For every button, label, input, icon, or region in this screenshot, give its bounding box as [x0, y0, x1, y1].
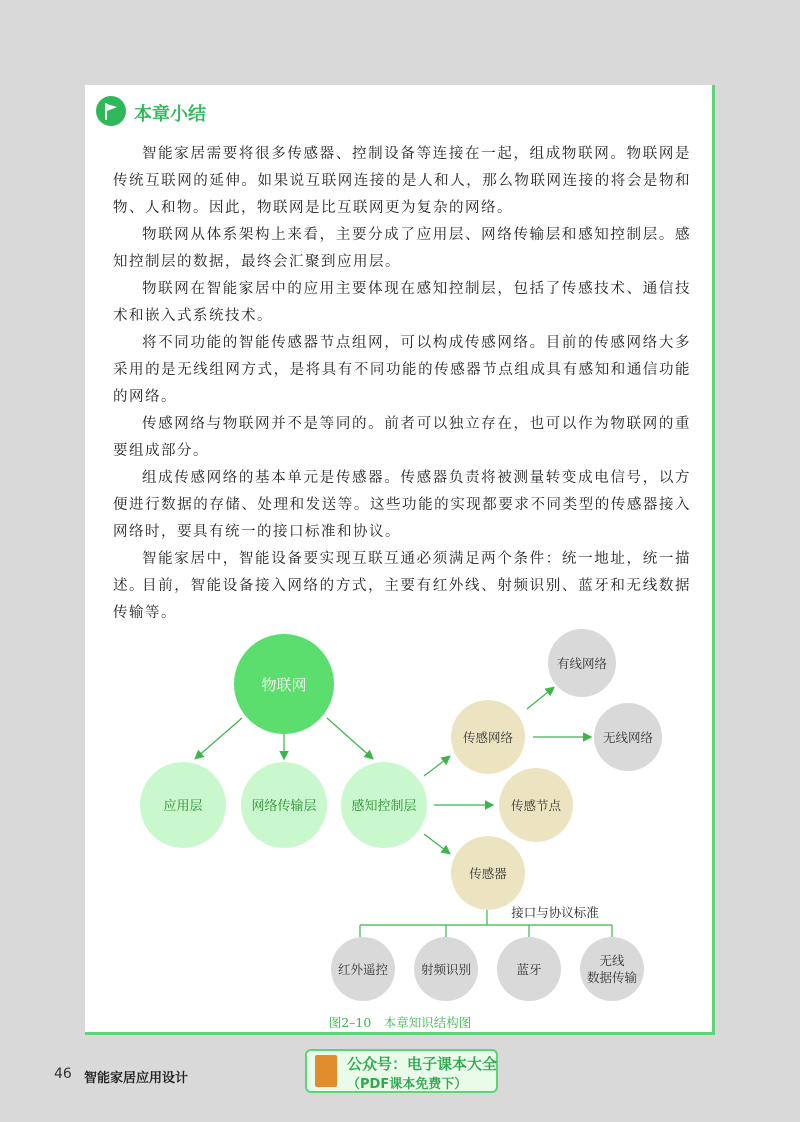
arrow-network-wired: [527, 688, 553, 709]
root-label: 物联网: [261, 676, 307, 694]
paragraph-2: 物联网从体系架构上来看，主要分成了应用层、网络传输层和感知控制层。感知控制层的数据，最终会汇聚到应用层。: [113, 227, 691, 270]
paragraph-1: 智能家居需要将很多传感器、控制设备等连接在一起，组成物联网。物联网是传统互联网的延伸。如果说互联网连接的是人和人，那么物联网连接的将会是物和物、人和物。因此，物联网是比互联网更为复杂的网络。: [113, 146, 691, 216]
arrow-root-sense: [327, 718, 372, 758]
layer-label-net: 网络传输层: [251, 799, 317, 814]
arrow-sense-network: [424, 757, 449, 776]
arrow-sense-sensor: [424, 834, 449, 853]
sense-label-sensor: 传感器: [469, 866, 507, 881]
stamp-line-2: （PDF课本免费下）: [347, 1077, 468, 1092]
layer-label-app: 应用层: [163, 799, 203, 814]
book-icon: [315, 1055, 337, 1087]
book-title: 智能家居应用设计: [84, 1071, 189, 1086]
iface-label-rfid: 射频识别: [420, 962, 472, 977]
paragraph-5: 传感网络与物联网并不是等同的。前者可以独立存在，也可以作为物联网的重要组成部分。: [113, 416, 691, 459]
paragraph-3: 物联网在智能家居中的应用主要体现在感知控制层，包括了传感技术、通信技术和嵌入式系统技术。: [113, 281, 691, 324]
layer-label-sense: 感知控制层: [351, 799, 417, 814]
iface-label-ir: 红外遥控: [337, 962, 389, 977]
stamp-line-1: 公众号：电子课本大全: [347, 1055, 498, 1073]
page-number: 46: [54, 1066, 72, 1082]
sense-label-network: 传感网络: [462, 730, 514, 745]
section-title: 本章小结: [134, 104, 206, 125]
iface-node-wireless: [580, 937, 644, 1001]
watermark-stamp: [305, 1049, 498, 1093]
net-label-wired: 有线网络: [556, 656, 608, 671]
iface-label-bt: 蓝牙: [516, 962, 542, 977]
interface-standard-label: 接口与协议标准: [511, 905, 599, 920]
sense-label-node: 传感节点: [510, 798, 562, 813]
figure-caption: 图2–10 本章知识结构图: [328, 1015, 472, 1030]
arrow-root-app: [196, 718, 242, 758]
paragraph-4: 将不同功能的智能传感器节点组网，可以构成传感网络。目前的传感网络大多采用的是无线组网方式，是将具有不同功能的传感器节点组成具有感知和通信功能的网络。: [113, 335, 691, 405]
iface-label-wireless-2: 数据传输: [586, 970, 638, 985]
net-label-wireless: 无线网络: [602, 730, 654, 745]
paragraph-8: 目前，智能设备接入网络的方式，主要有红外线、射频识别、蓝牙和无线数据传输等。: [113, 578, 691, 621]
paragraph-7: 智能家居中，智能设备要实现互联互通必须满足两个条件：统一地址，统一描述。: [113, 551, 691, 594]
paragraph-6: 组成传感网络的基本单元是传感器。传感器负责将被测量转变成电信号，以方便进行数据的存储、处理和发送等。这些功能的实现都要求不同类型的传感器接入网络时，要具有统一的接口标准和协议。: [113, 470, 691, 540]
iface-label-wireless-1: 无线: [599, 953, 625, 968]
